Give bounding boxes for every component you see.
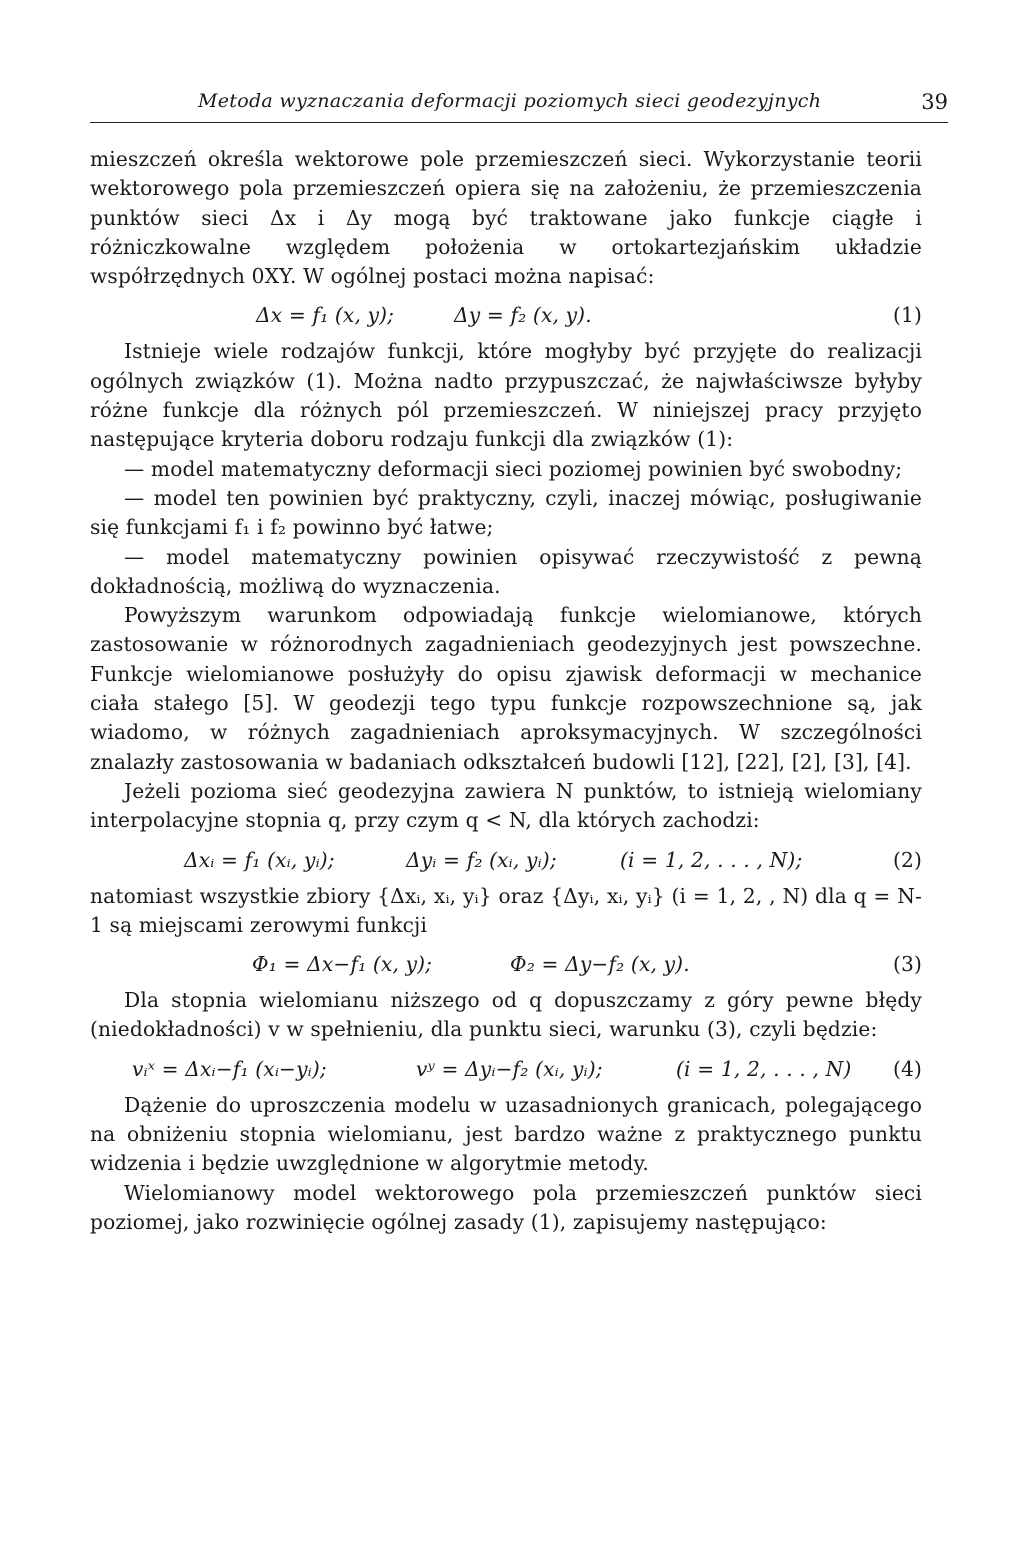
equation-3 bbox=[90, 943, 922, 983]
criterion-item: — model ten powinien być praktyczny, czyli, inaczej mówiąc, posługiwanie się funkcjami f₁ i f₂ powinno być łatwe; bbox=[90, 485, 922, 540]
paragraph: Jeżeli pozioma sieć geodezyjna zawiera N punktów, to istnieją wielomiany interpolacyjne stopnia q, przy czym q < N, dla których zachodzi: bbox=[90, 778, 922, 833]
running-header bbox=[90, 86, 948, 123]
page-body bbox=[90, 145, 922, 1237]
running-title: Metoda wyznaczania deformacji poziomych sieci geodezyjnych bbox=[198, 90, 822, 112]
paragraph: natomiast wszystkie zbiory {Δxᵢ, xᵢ, yᵢ} oraz {Δyᵢ, xᵢ, yᵢ} (i = 1, 2, , N) dla q = N-1 są miejscami zerowymi funkcji bbox=[90, 883, 922, 937]
equation-part: vᵢˣ = Δxᵢ−f₁ (xᵢ−yᵢ); bbox=[132, 1056, 327, 1081]
equation-part: Δx = f₁ (x, y); bbox=[256, 303, 395, 328]
criterion-item: — model matematyczny powinien opisywać rzeczywistość z pewną dokładnością, możliwą do wyznaczenia. bbox=[90, 544, 922, 598]
paragraph: Wielomianowy model wektorowego pola przemieszczeń punktów sieci poziomej, jako rozwinięcie ogólnej zasady (1), zapisujemy następująco: bbox=[90, 1180, 922, 1234]
paragraph: Dążenie do uproszczenia modelu w uzasadnionych granicach, polegającego na obniżeniu stopnia wielomianu, jest bardzo ważne z praktycznego punktu widzenia i będzie uwzględnione w algorytmie metody. bbox=[90, 1092, 922, 1176]
equation-part: Φ₂ = Δy−f₂ (x, y). bbox=[510, 952, 690, 977]
equation-part: Φ₁ = Δx−f₁ (x, y); bbox=[252, 952, 433, 977]
equation-number: (3) bbox=[892, 952, 922, 977]
paragraph: mieszczeń określa wektorowe pole przemieszczeń sieci. Wykorzystanie teorii wektorowego pola przemieszczeń opiera się na założeniu, że przemieszczenia punktów sieci Δx i Δy mogą być traktowane jako funkcje ciągłe i różniczkowalne względem położenia w ortokartezjańskim układzie współrzędnych 0XY. W ogólnej postaci można napisać: bbox=[90, 147, 922, 289]
equation-2 bbox=[90, 839, 922, 879]
equation-1 bbox=[90, 294, 922, 334]
equation-part: Δxᵢ = f₁ (xᵢ, yᵢ); bbox=[184, 847, 335, 872]
paragraph: Powyższym warunkom odpowiadają funkcje wielomianowe, których zastosowanie w różnorodnych zagadnieniach geodezyjnych jest powszechne. Funkcje wielomianowe posłużyły do opisu zjawisk deformacji w mechanice ciała stałego [5]. W geodezji tego typu funkcje rozpowszechnione są, jak wiadomo, w różnych zagadnieniach aproksymacyjnych. W szczególności znalazły zastosowania w badaniach odkształceń budowli [12], [22], [2], [3], [4]. bbox=[90, 603, 922, 774]
equation-part: Δy = f₂ (x, y). bbox=[454, 303, 592, 328]
equation-part: vʸ = Δyᵢ−f₂ (xᵢ, yᵢ); bbox=[416, 1056, 603, 1081]
paragraph: Dla stopnia wielomianu niższego od q dopuszczamy z góry pewne błędy (niedokładności) v w spełnieniu, dla punktu sieci, warunku (3), czyli będzie: bbox=[90, 988, 922, 1042]
equation-number: (1) bbox=[892, 303, 922, 328]
equation-number: (2) bbox=[892, 847, 922, 872]
equation-part: (i = 1, 2, . . . , N) bbox=[676, 1056, 852, 1081]
equation-part: Δyᵢ = f₂ (xᵢ, yᵢ); bbox=[406, 847, 557, 872]
equation-number: (4) bbox=[892, 1056, 922, 1081]
equation-4 bbox=[90, 1048, 922, 1088]
equation-part: (i = 1, 2, . . . , N); bbox=[620, 847, 803, 872]
criterion-item: — model matematyczny deformacji sieci poziomej powinien być swobodny; bbox=[124, 456, 903, 481]
paragraph: Istnieje wiele rodzajów funkcji, które mogłyby być przyjęte do realizacji ogólnych związków (1). Można nadto przypuszczać, że najwłaściwsze byłyby różne funkcje dla różnych pól przemieszczeń. W niniejszej pracy przyjęto następujące kryteria doboru rodzaju funkcji dla związków (1): bbox=[90, 339, 922, 452]
page-number: 39 bbox=[921, 90, 948, 114]
